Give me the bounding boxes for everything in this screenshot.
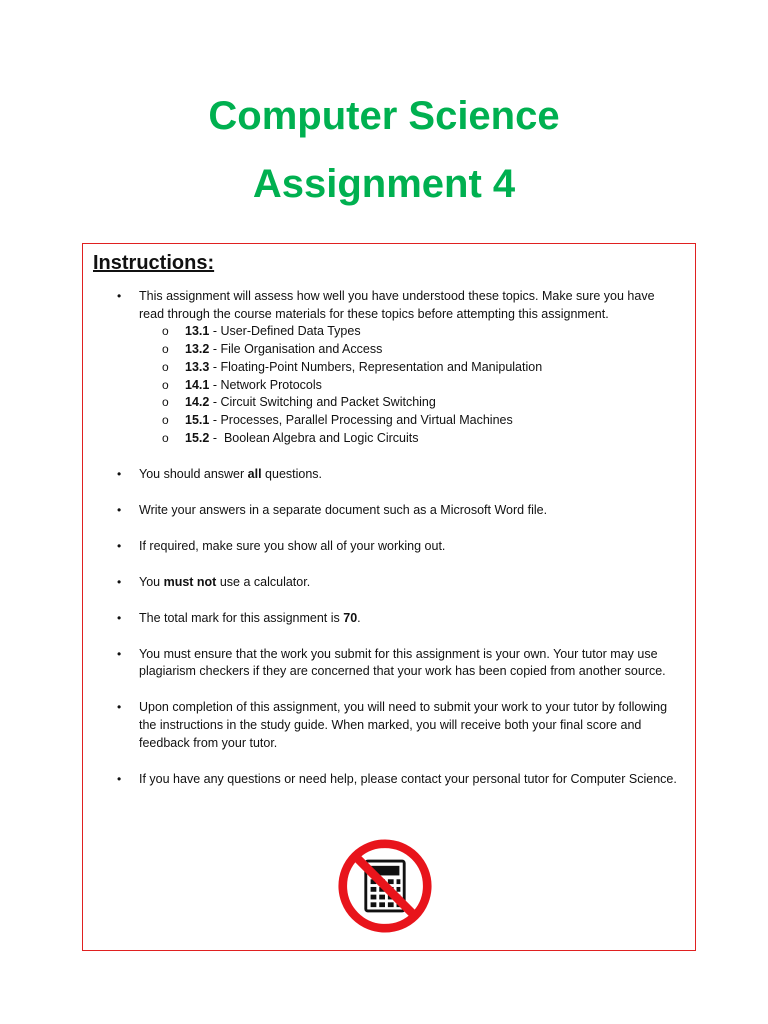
instructions-box xyxy=(82,243,696,951)
topic-code: 14.1 xyxy=(185,377,210,392)
topic-name: Processes, Parallel Processing and Virtual Machines xyxy=(220,412,513,427)
bullet: • xyxy=(117,466,122,481)
topic-code: 13.1 xyxy=(185,324,210,339)
topic-code: 13.2 xyxy=(185,342,210,357)
topic-name: Floating-Point Numbers, Representation and Manipulation xyxy=(220,359,543,374)
total-mark-item xyxy=(83,610,695,628)
topic-name: Network Protocols xyxy=(220,377,322,392)
submission-item xyxy=(83,699,695,752)
topic-item xyxy=(139,377,677,395)
topic-item xyxy=(139,430,677,448)
total-mark-value: 70 xyxy=(343,610,358,625)
instructions-list xyxy=(83,288,695,807)
instructions-heading: Instructions: xyxy=(93,252,215,274)
topic-separator: - xyxy=(209,324,221,339)
total-mark-text-before: The total mark for this assignment is xyxy=(139,610,344,625)
topic-code: 13.3 xyxy=(185,359,210,374)
sub-bullet: o xyxy=(162,395,169,410)
topic-item xyxy=(139,412,677,430)
bullet: • xyxy=(117,538,122,553)
help-item xyxy=(83,771,695,789)
topic-item xyxy=(139,341,677,359)
bullet: • xyxy=(117,771,122,786)
no-calculator-icon xyxy=(337,838,433,934)
sub-bullet: o xyxy=(162,359,169,374)
sub-bullet: o xyxy=(162,430,169,445)
topic-code: 15.1 xyxy=(185,412,210,427)
sub-bullet: o xyxy=(162,412,169,427)
help-text: If you have any questions or need help, please contact your personal tutor for Computer Science. xyxy=(139,771,677,786)
plagiarism-item xyxy=(83,646,695,681)
submission-text: Upon completion of this assignment, you will need to submit your work to your tutor by following the instructions in the study guide. When marked, you will receive both your final score and feedback from your tutor. xyxy=(139,700,668,750)
total-mark-text-after: . xyxy=(357,610,361,625)
sub-bullet: o xyxy=(162,324,169,339)
topic-separator: - xyxy=(209,359,221,374)
topic-code: 14.2 xyxy=(185,395,210,410)
answer-all-text-before: You should answer xyxy=(139,466,248,481)
write-answers-text: Write your answers in a separate document such as a Microsoft Word file. xyxy=(139,502,548,517)
topic-separator: - xyxy=(209,377,221,392)
bullet: • xyxy=(117,646,122,661)
topic-item xyxy=(139,323,677,341)
calculator-bold: must not xyxy=(163,574,217,589)
topic-separator: - xyxy=(209,342,221,357)
bullet: • xyxy=(117,502,122,517)
answer-all-bold: all xyxy=(247,466,262,481)
topic-item xyxy=(139,394,677,412)
topic-code: 15.2 xyxy=(185,430,210,445)
calculator-item xyxy=(83,574,695,592)
plagiarism-text: You must ensure that the work you submit for this assignment is your own. Your tutor may use plagiarism checkers if they are concerned that your work has been copied from another source. xyxy=(139,646,666,679)
topic-name: Boolean Algebra and Logic Circuits xyxy=(223,430,419,445)
bullet: • xyxy=(117,700,122,715)
topic-item xyxy=(139,359,677,377)
bullet: • xyxy=(117,289,122,303)
answer-all-text-after: questions. xyxy=(261,466,323,481)
title-line-1: Computer Science xyxy=(208,94,560,138)
calculator-text-before: You xyxy=(139,574,164,589)
bullet: • xyxy=(117,610,122,625)
intro-text: This assignment will assess how well you have understood these topics. Make sure you have read through the course materials for these topics before attempting this assignment. xyxy=(139,289,655,321)
topic-separator: - xyxy=(209,412,221,427)
working-out-text: If required, make sure you show all of your working out. xyxy=(139,538,446,553)
instruction-topics-item xyxy=(83,288,695,447)
bullet: • xyxy=(117,574,122,589)
calculator-text-after: use a calculator. xyxy=(216,574,311,589)
topic-name: User-Defined Data Types xyxy=(220,324,361,339)
topic-separator: - xyxy=(209,395,221,410)
answer-all-item xyxy=(83,466,695,484)
sub-bullet: o xyxy=(162,377,169,392)
topic-name: Circuit Switching and Packet Switching xyxy=(220,395,436,410)
write-answers-item xyxy=(83,502,695,520)
topic-separator: - xyxy=(209,430,224,445)
topics-list xyxy=(139,323,677,447)
working-out-item xyxy=(83,538,695,556)
topic-name: File Organisation and Access xyxy=(220,342,383,357)
title-line-2: Assignment 4 xyxy=(252,162,516,206)
sub-bullet: o xyxy=(162,342,169,357)
